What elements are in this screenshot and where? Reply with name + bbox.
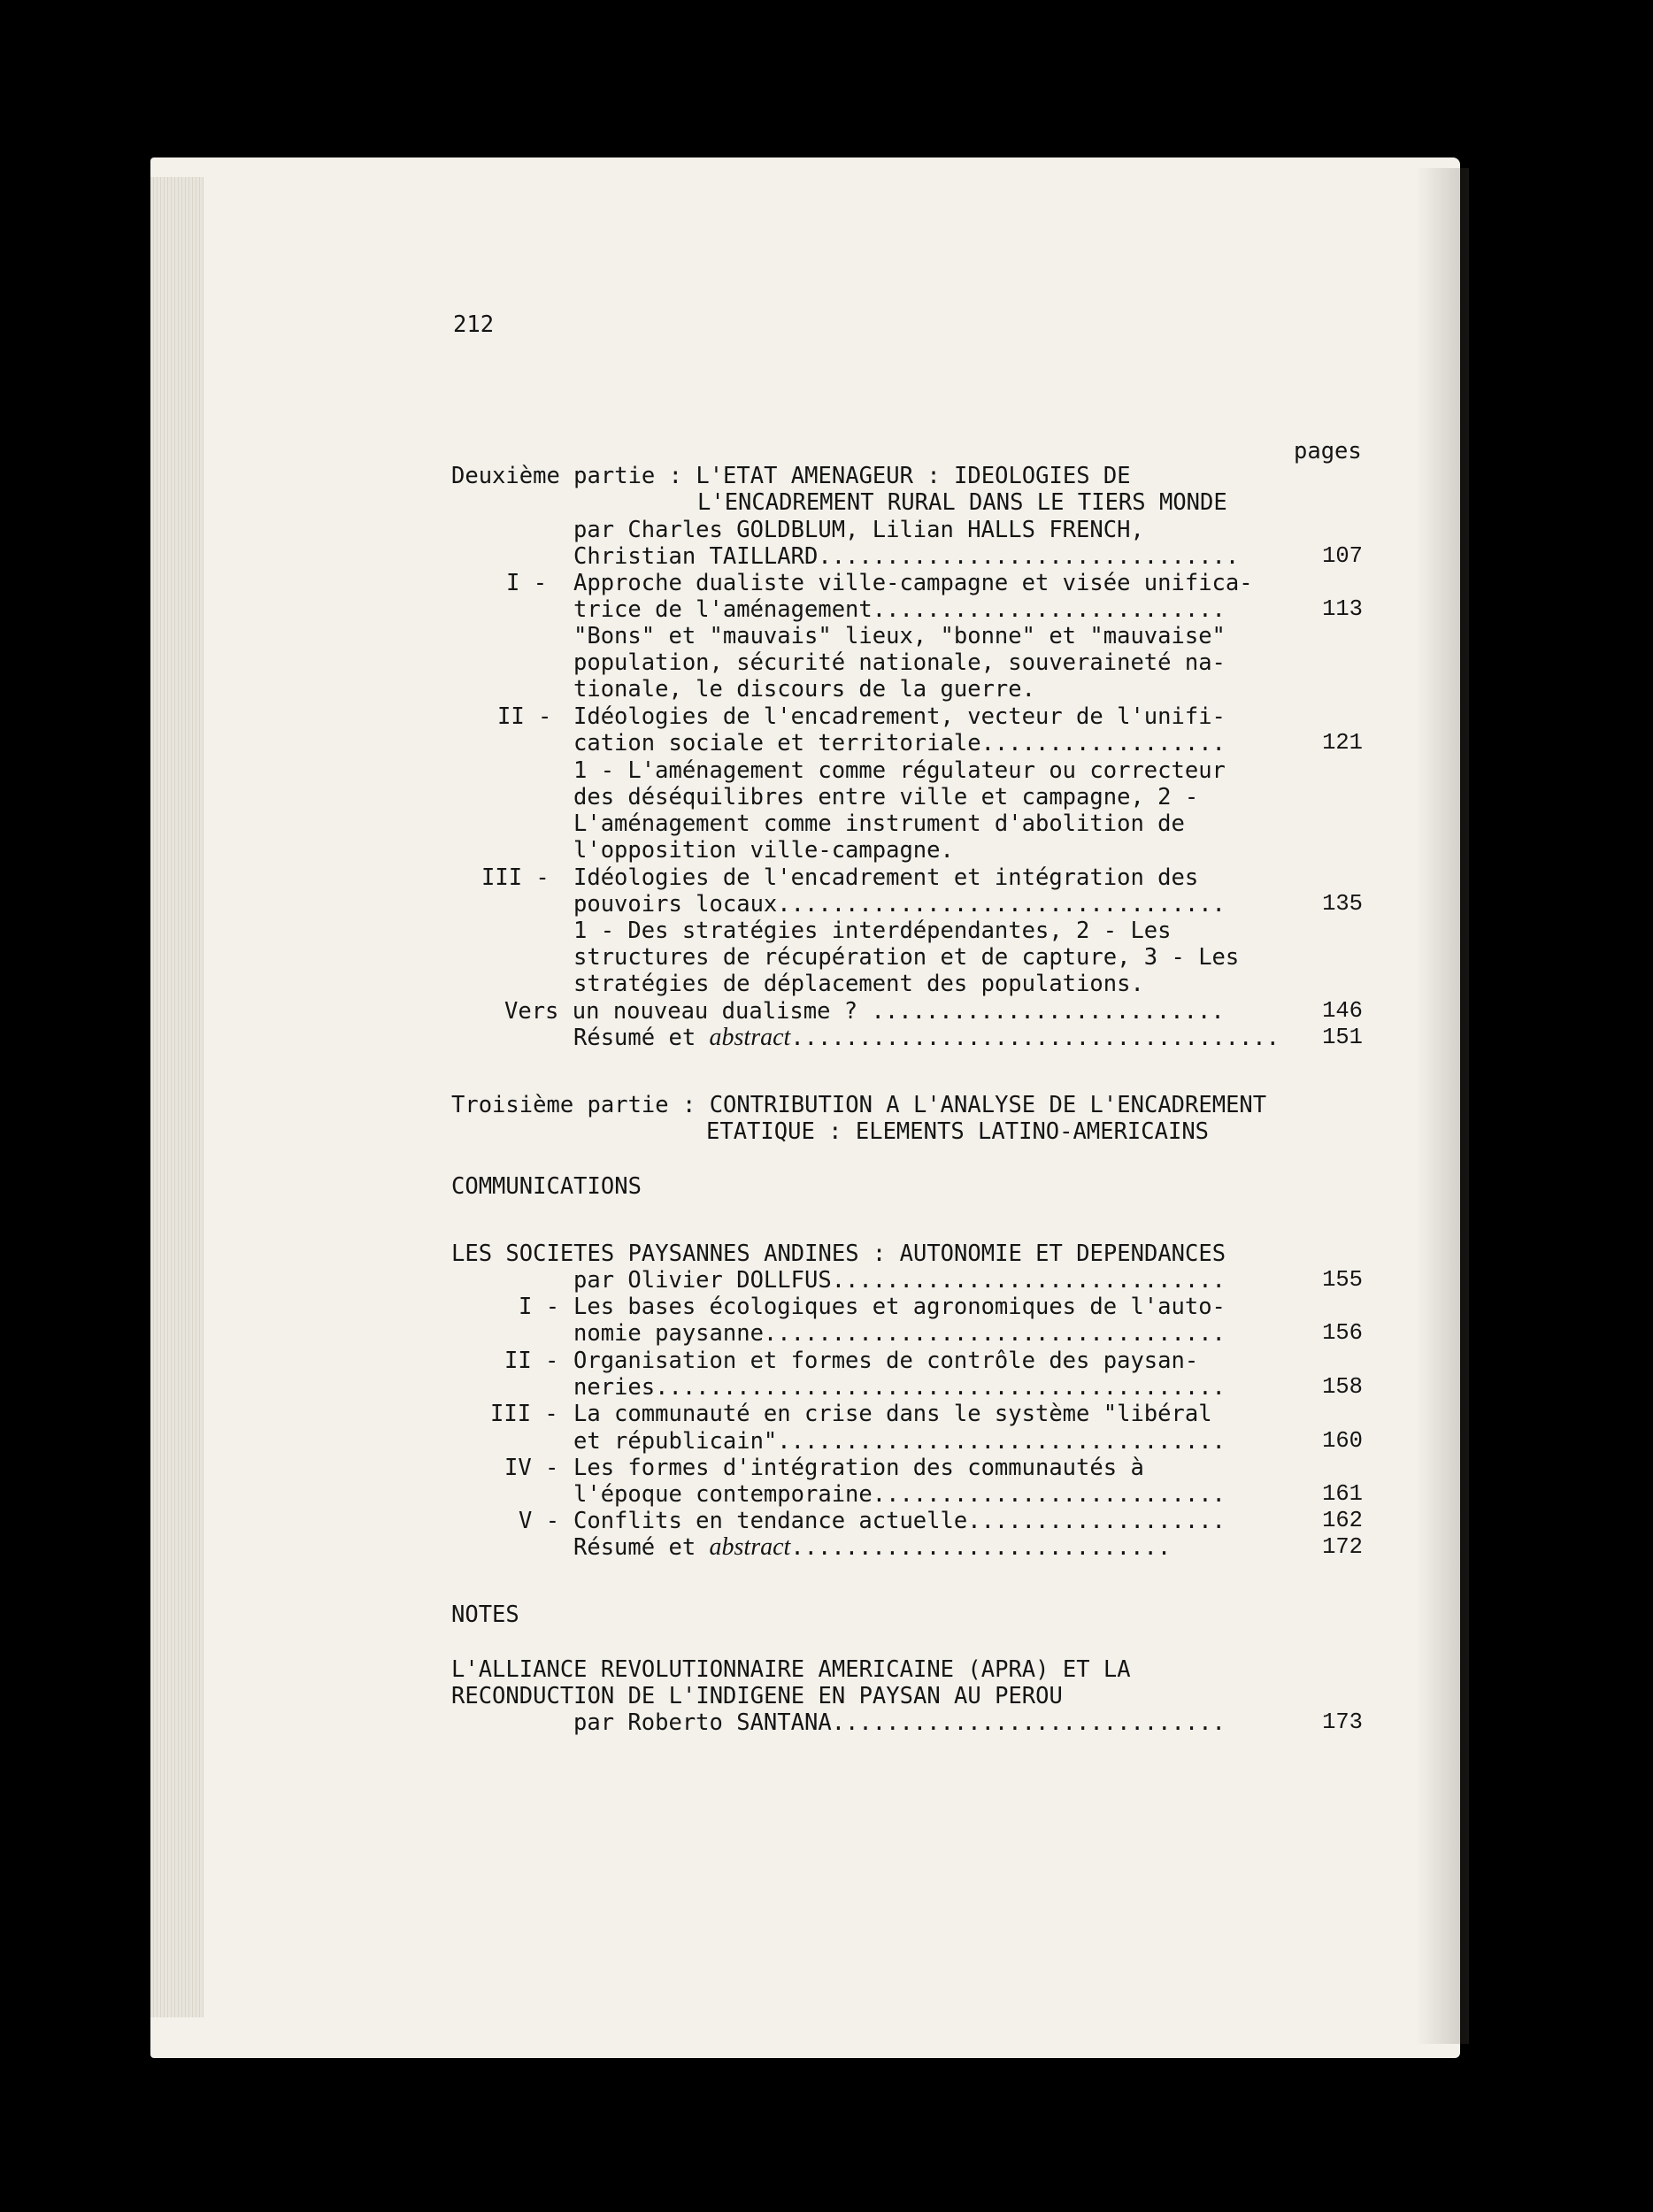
section-title-cont: nomie paysanne.................................. xyxy=(573,1320,1226,1347)
page-ref: 155 xyxy=(1322,1267,1363,1293)
section-title: Approche dualiste ville-campagne et visée unifica- xyxy=(573,570,1253,596)
section-title: Organisation et formes de contrôle des paysan- xyxy=(573,1348,1199,1374)
section-detail: structures de récupération et de capture, 3 - Les xyxy=(573,944,1240,971)
part-two-authors: par Charles GOLDBLUM, Lilian HALLS FRENCH, xyxy=(573,517,1144,543)
article-author: par Olivier DOLLFUS............................. xyxy=(573,1267,1226,1294)
page-ref: 151 xyxy=(1322,1025,1363,1050)
part-two-authors-cont: Christian TAILLARD............................... xyxy=(573,543,1240,570)
toc-entry-resume: Résumé et abstract.................................... xyxy=(573,1024,1280,1051)
section-title: Conflits en tendance actuelle................... xyxy=(573,1508,1226,1534)
page-ref: 161 xyxy=(1322,1481,1363,1507)
pages-heading: pages xyxy=(1294,438,1362,465)
section-title-cont: cation sociale et territoriale.................. xyxy=(573,730,1226,757)
article-title-cont: RECONDUCTION DE L'INDIGENE EN PAYSAN AU PEROU xyxy=(451,1683,1063,1709)
section-numeral: I - xyxy=(506,570,548,596)
section-detail: stratégies de déplacement des populations. xyxy=(573,971,1144,997)
section-title: Les formes d'intégration des communautés à xyxy=(573,1455,1144,1481)
section-numeral: IV - xyxy=(504,1455,559,1481)
page-ref: 162 xyxy=(1322,1508,1363,1533)
section-detail: l'opposition ville-campagne. xyxy=(573,837,954,864)
section-numeral: I - xyxy=(519,1294,560,1320)
section-detail: 1 - L'aménagement comme régulateur ou correcteur xyxy=(573,757,1226,784)
page-ref: 172 xyxy=(1322,1534,1363,1560)
section-title: Les bases écologiques et agronomiques de l'auto- xyxy=(573,1294,1226,1320)
section-numeral: II - xyxy=(497,703,552,730)
section-title: Idéologies de l'encadrement et intégration des xyxy=(573,864,1199,891)
article-author: par Roberto SANTANA............................. xyxy=(573,1709,1226,1736)
part-three-title-cont: ETATIQUE : ELEMENTS LATINO-AMERICAINS xyxy=(706,1118,1210,1145)
part-two-title: Deuxième partie : L'ETAT AMENAGEUR : IDEOLOGIES DE xyxy=(451,463,1131,489)
page-ref: 173 xyxy=(1322,1709,1363,1735)
section-title: La communauté en crise dans le système "libéral xyxy=(573,1401,1212,1427)
article-title: L'ALLIANCE REVOLUTIONNAIRE AMERICAINE (APRA) ET LA xyxy=(451,1656,1131,1683)
section-title-cont: et républicain"................................. xyxy=(573,1428,1226,1455)
part-two-title-cont: L'ENCADREMENT RURAL DANS LE TIERS MONDE xyxy=(697,489,1227,516)
section-detail: "Bons" et "mauvais" lieux, "bonne" et "mauvaise" xyxy=(573,623,1226,649)
section-detail: 1 - Des stratégies interdépendantes, 2 - Les xyxy=(573,918,1172,944)
section-detail: population, sécurité nationale, souveraineté na- xyxy=(573,649,1226,676)
section-detail: tionale, le discours de la guerre. xyxy=(573,676,1035,703)
section-title-cont: trice de l'aménagement.......................... xyxy=(573,596,1226,623)
page-ref: 158 xyxy=(1322,1374,1363,1400)
article-title: LES SOCIETES PAYSANNES ANDINES : AUTONOMIE ET DEPENDANCES xyxy=(451,1240,1226,1267)
page-ref: 121 xyxy=(1322,730,1363,756)
toc-entry-dualisme: Vers un nouveau dualisme ? .......................... xyxy=(504,998,1225,1025)
page-number: 212 xyxy=(453,311,495,338)
section-detail: L'aménagement comme instrument d'abolition de xyxy=(573,810,1185,837)
section-numeral: III - xyxy=(490,1401,558,1427)
section-detail: des déséquilibres entre ville et campagne, 2 - xyxy=(573,784,1199,810)
notes-heading: NOTES xyxy=(451,1601,519,1628)
page-ref: 107 xyxy=(1322,543,1363,569)
section-title-cont: pouvoirs locaux................................. xyxy=(573,891,1226,918)
communications-heading: COMMUNICATIONS xyxy=(451,1173,642,1200)
page-ref: 146 xyxy=(1322,998,1363,1024)
section-title-cont: l'époque contemporaine.......................... xyxy=(573,1481,1226,1508)
section-numeral: III - xyxy=(481,864,550,891)
toc-entry-resume: Résumé et abstract............................ xyxy=(573,1533,1172,1561)
section-numeral: V - xyxy=(519,1508,560,1534)
page-ref: 160 xyxy=(1322,1428,1363,1454)
page-ref: 113 xyxy=(1322,596,1363,622)
section-title: Idéologies de l'encadrement, vecteur de l'unifi- xyxy=(573,703,1226,730)
page-ref: 135 xyxy=(1322,891,1363,917)
section-title-cont: neries.......................................... xyxy=(573,1374,1226,1401)
page-edges xyxy=(150,177,204,2017)
section-numeral: II - xyxy=(504,1348,559,1374)
part-three-title: Troisième partie : CONTRIBUTION A L'ANALYSE DE L'ENCADREMENT xyxy=(451,1092,1267,1118)
page-ref: 156 xyxy=(1322,1320,1363,1346)
page-gutter-shadow xyxy=(1416,168,1469,2044)
